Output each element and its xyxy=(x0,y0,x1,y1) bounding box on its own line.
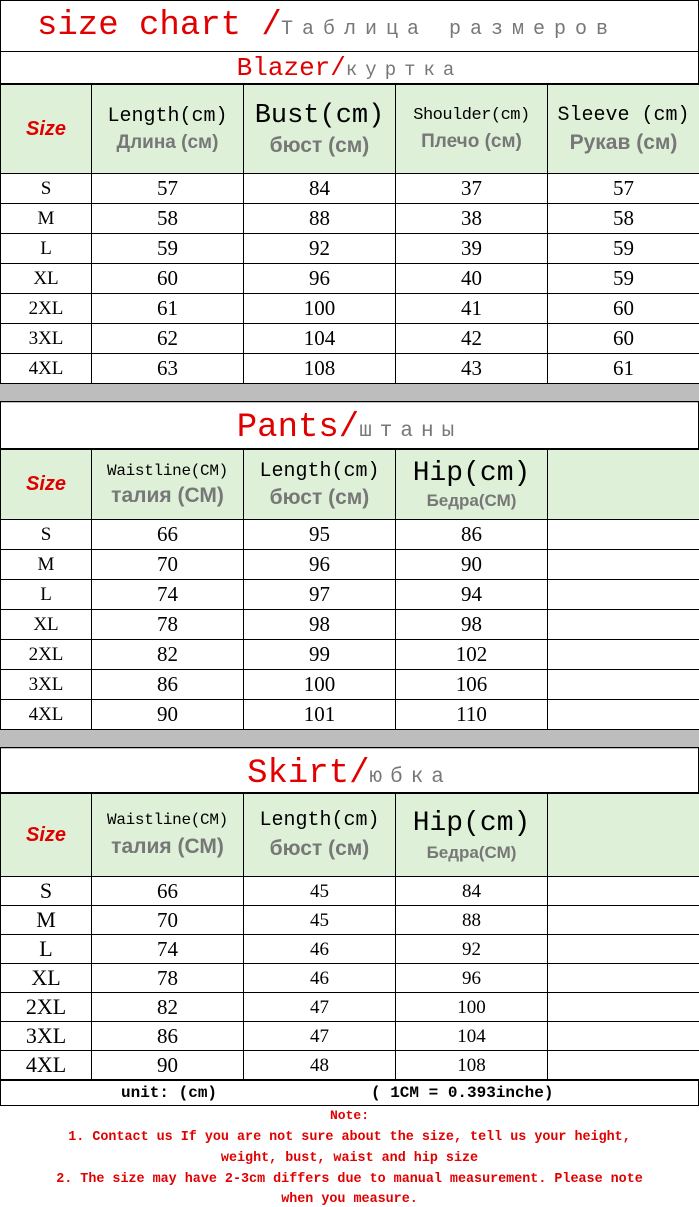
value-cell: 40 xyxy=(396,264,548,294)
pants-title-en: Pants/ xyxy=(236,409,360,447)
value-cell: 99 xyxy=(244,640,396,670)
value-cell: 104 xyxy=(396,1022,548,1051)
blazer-title-en: Blazer/ xyxy=(236,53,346,83)
size-cell: S xyxy=(1,877,92,906)
value-cell: 59 xyxy=(548,234,699,264)
table-row xyxy=(1,174,699,204)
value-cell: 60 xyxy=(92,264,244,294)
value-cell: 46 xyxy=(244,935,396,964)
value-cell: 84 xyxy=(244,174,396,204)
skirt-header-row xyxy=(1,794,699,877)
table-row xyxy=(1,993,699,1022)
value-cell: 97 xyxy=(244,580,396,610)
value-cell: 41 xyxy=(396,294,548,324)
value-cell: 88 xyxy=(244,204,396,234)
value-cell: 95 xyxy=(244,520,396,550)
value-cell: 90 xyxy=(396,550,548,580)
empty-cell xyxy=(548,700,699,730)
value-cell: 86 xyxy=(396,520,548,550)
value-cell: 100 xyxy=(396,993,548,1022)
blazer-header-shoulder xyxy=(396,85,548,174)
value-cell: 70 xyxy=(92,906,244,935)
value-cell: 46 xyxy=(244,964,396,993)
value-cell: 98 xyxy=(244,610,396,640)
value-cell: 108 xyxy=(396,1051,548,1080)
table-row xyxy=(1,580,699,610)
header-en: Length(cm) xyxy=(259,459,380,483)
value-cell: 104 xyxy=(244,324,396,354)
value-cell: 82 xyxy=(92,640,244,670)
size-cell: L xyxy=(1,580,92,610)
value-cell: 74 xyxy=(92,935,244,964)
size-cell: 2XL xyxy=(1,993,92,1022)
value-cell: 66 xyxy=(92,877,244,906)
header-ru: талия (СМ) xyxy=(111,835,224,858)
value-cell: 60 xyxy=(548,324,699,354)
empty-cell xyxy=(548,520,699,550)
table-row xyxy=(1,935,699,964)
header-en: Length(cm) xyxy=(107,104,228,128)
header-ru: бюст (см) xyxy=(269,485,370,509)
value-cell: 106 xyxy=(396,670,548,700)
empty-cell xyxy=(548,964,699,993)
value-cell: 60 xyxy=(548,294,699,324)
pants-table xyxy=(0,449,699,749)
value-cell: 92 xyxy=(244,234,396,264)
table-row xyxy=(1,324,699,354)
blazer-table xyxy=(0,84,699,403)
table-row xyxy=(1,520,699,550)
table-row xyxy=(1,670,699,700)
value-cell: 61 xyxy=(548,354,699,384)
value-cell: 61 xyxy=(92,294,244,324)
size-chart-title-russian: Таблица размеров xyxy=(281,18,618,41)
blazer-header-sleeve xyxy=(548,85,699,174)
size-cell: 2XL xyxy=(1,294,92,324)
size-cell: XL xyxy=(1,610,92,640)
empty-cell xyxy=(548,640,699,670)
size-cell: M xyxy=(1,550,92,580)
header-en: Hip(cm) xyxy=(412,807,531,839)
value-cell: 43 xyxy=(396,354,548,384)
blazer-header-length xyxy=(92,85,244,174)
value-cell: 96 xyxy=(396,964,548,993)
table-row xyxy=(1,640,699,670)
skirt-header-waistline xyxy=(92,794,244,877)
size-cell: M xyxy=(1,906,92,935)
value-cell: 47 xyxy=(244,1022,396,1051)
section-separator xyxy=(1,384,699,403)
blazer-header-bust xyxy=(244,85,396,174)
value-cell: 58 xyxy=(548,204,699,234)
header-ru: Рукав (см) xyxy=(569,130,678,154)
table-row xyxy=(1,964,699,993)
pants-section-title xyxy=(0,401,699,449)
size-cell: M xyxy=(1,204,92,234)
empty-cell xyxy=(548,670,699,700)
size-cell: S xyxy=(1,520,92,550)
value-cell: 59 xyxy=(92,234,244,264)
empty-cell xyxy=(548,906,699,935)
table-row xyxy=(1,700,699,730)
header-en: Length(cm) xyxy=(259,809,380,832)
value-cell: 42 xyxy=(396,324,548,354)
header-en: Sleeve (cm) xyxy=(557,103,690,127)
skirt-section-title xyxy=(0,747,699,793)
skirt-table xyxy=(0,793,699,1080)
skirt-header-length xyxy=(244,794,396,877)
value-cell: 59 xyxy=(548,264,699,294)
header-en: Waistline(CM) xyxy=(107,811,228,829)
value-cell: 100 xyxy=(244,294,396,324)
table-row xyxy=(1,610,699,640)
value-cell: 82 xyxy=(92,993,244,1022)
header-en: Waistline(CM) xyxy=(107,461,228,480)
value-cell: 90 xyxy=(92,700,244,730)
value-cell: 96 xyxy=(244,264,396,294)
note-line-1b: weight, bust, waist and hip size xyxy=(220,1151,479,1166)
header-ru: Плечо (см) xyxy=(421,130,522,152)
size-cell: L xyxy=(1,234,92,264)
table-row xyxy=(1,906,699,935)
table-row xyxy=(1,1051,699,1080)
size-cell: 4XL xyxy=(1,1051,92,1080)
blazer-section-title xyxy=(0,52,699,84)
value-cell: 96 xyxy=(244,550,396,580)
note-line-2b: when you measure. xyxy=(281,1192,418,1207)
blazer-size-header: Size xyxy=(1,85,92,174)
table-row xyxy=(1,1022,699,1051)
header-en: Shoulder(cm) xyxy=(413,105,530,125)
value-cell: 70 xyxy=(92,550,244,580)
table-row xyxy=(1,354,699,384)
size-cell: 3XL xyxy=(1,1022,92,1051)
value-cell: 48 xyxy=(244,1051,396,1080)
value-cell: 108 xyxy=(244,354,396,384)
value-cell: 88 xyxy=(396,906,548,935)
value-cell: 39 xyxy=(396,234,548,264)
header-ru: бюст (см) xyxy=(269,837,370,860)
value-cell: 63 xyxy=(92,354,244,384)
value-cell: 100 xyxy=(244,670,396,700)
size-cell: 4XL xyxy=(1,700,92,730)
empty-cell xyxy=(548,993,699,1022)
size-cell: 4XL xyxy=(1,354,92,384)
unit-conversion: ( 1CM = 0.393inche) xyxy=(371,1084,554,1102)
value-cell: 47 xyxy=(244,993,396,1022)
table-row xyxy=(1,264,699,294)
value-cell: 98 xyxy=(396,610,548,640)
empty-cell xyxy=(548,877,699,906)
value-cell: 74 xyxy=(92,580,244,610)
value-cell: 102 xyxy=(396,640,548,670)
skirt-size-header: Size xyxy=(1,794,92,877)
header-en: Hip(cm) xyxy=(412,458,531,489)
header-ru: Бедра(СМ) xyxy=(426,842,517,862)
section-separator xyxy=(1,730,699,749)
table-row xyxy=(1,204,699,234)
value-cell: 78 xyxy=(92,964,244,993)
value-cell: 110 xyxy=(396,700,548,730)
value-cell: 94 xyxy=(396,580,548,610)
value-cell: 78 xyxy=(92,610,244,640)
header-en: Bust(cm) xyxy=(254,100,385,131)
value-cell: 57 xyxy=(548,174,699,204)
table-row xyxy=(1,294,699,324)
header-ru: Длина (см) xyxy=(116,131,219,153)
empty-cell xyxy=(548,550,699,580)
table-row xyxy=(1,234,699,264)
pants-header-waistline xyxy=(92,450,244,520)
unit-label: unit: (cm) xyxy=(121,1084,218,1102)
skirt-header-hip xyxy=(396,794,548,877)
pants-header-empty xyxy=(548,450,699,520)
size-chart-title: size chart / xyxy=(37,7,282,45)
empty-cell xyxy=(548,1022,699,1051)
header-ru: бюст (см) xyxy=(269,133,370,157)
pants-header-length xyxy=(244,450,396,520)
size-cell: XL xyxy=(1,964,92,993)
skirt-title-en: Skirt/ xyxy=(247,755,370,793)
pants-size-header: Size xyxy=(1,450,92,520)
size-cell: S xyxy=(1,174,92,204)
value-cell: 101 xyxy=(244,700,396,730)
note-line-1a: 1. Contact us If you are not sure about the size, tell us your height, xyxy=(68,1130,631,1145)
empty-cell xyxy=(548,580,699,610)
size-cell: L xyxy=(1,935,92,964)
empty-cell xyxy=(548,935,699,964)
pants-title-ru: штаны xyxy=(359,420,463,443)
header-ru: Бедра(СМ) xyxy=(426,491,517,510)
size-cell: 3XL xyxy=(1,324,92,354)
value-cell: 84 xyxy=(396,877,548,906)
value-cell: 45 xyxy=(244,906,396,935)
value-cell: 86 xyxy=(92,1022,244,1051)
value-cell: 90 xyxy=(92,1051,244,1080)
blazer-title-ru: куртка xyxy=(345,59,463,81)
value-cell: 92 xyxy=(396,935,548,964)
size-cell: 3XL xyxy=(1,670,92,700)
table-row xyxy=(1,877,699,906)
blazer-header-row xyxy=(1,85,699,174)
value-cell: 58 xyxy=(92,204,244,234)
size-cell: 2XL xyxy=(1,640,92,670)
note-title: Note: xyxy=(329,1108,369,1123)
pants-header-row xyxy=(1,450,699,520)
unit-row xyxy=(0,1080,699,1106)
size-chart-title-bar xyxy=(0,0,699,52)
note-line-2a: 2. The size may have 2-3cm differs due to manual measurement. Please note xyxy=(56,1172,643,1187)
empty-cell xyxy=(548,610,699,640)
skirt-header-empty xyxy=(548,794,699,877)
size-cell: XL xyxy=(1,264,92,294)
value-cell: 45 xyxy=(244,877,396,906)
value-cell: 37 xyxy=(396,174,548,204)
pants-header-hip xyxy=(396,450,548,520)
value-cell: 62 xyxy=(92,324,244,354)
empty-cell xyxy=(548,1051,699,1080)
value-cell: 86 xyxy=(92,670,244,700)
table-row xyxy=(1,550,699,580)
value-cell: 66 xyxy=(92,520,244,550)
skirt-title-ru: юбка xyxy=(369,766,452,789)
value-cell: 57 xyxy=(92,174,244,204)
value-cell: 38 xyxy=(396,204,548,234)
header-ru: талия (СМ) xyxy=(111,483,224,507)
